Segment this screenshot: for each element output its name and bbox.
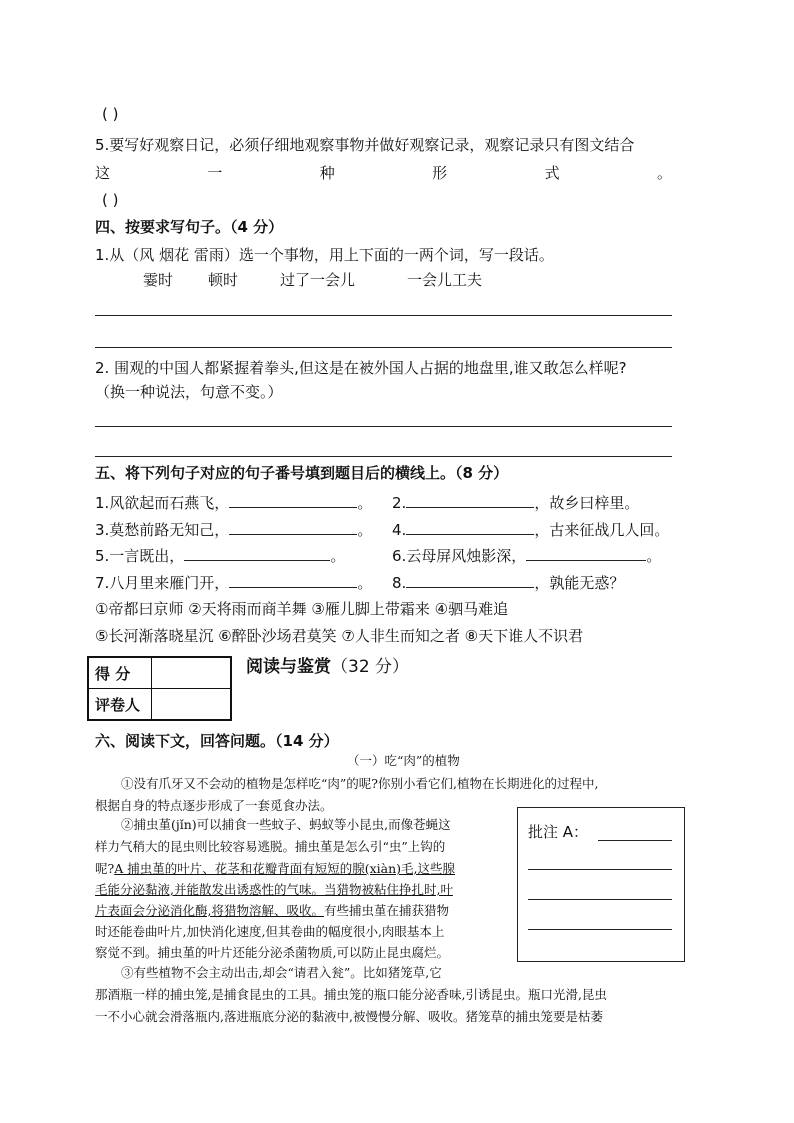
fill-blank[interactable]: [229, 573, 357, 588]
score-table: [87, 656, 232, 721]
word-option: 过了一会儿: [280, 271, 356, 289]
spread-char: 这: [95, 164, 111, 182]
spread-char: 。: [656, 164, 672, 182]
spread-char: 形: [432, 164, 448, 182]
fill-blank[interactable]: [406, 573, 534, 588]
paragraph-text: 那酒瓶一样的捕虫笼,是捕食昆虫的工具。捕虫笼的瓶口能分泌香味,引诱昆虫。瓶口光滑,昆虫: [95, 987, 607, 1002]
section-4-question-2-line-2: （换一种说法，句意不变。）: [95, 383, 283, 401]
fill-blank[interactable]: [526, 546, 646, 561]
fill-blank[interactable]: [184, 546, 330, 561]
spread-char: 种: [319, 164, 335, 182]
question-5-text: 5.要写好观察日记，必须仔细地观察事物并做好观察记录，观察记录只有图文结合: [95, 136, 635, 154]
underlined-sentence-a: 片表面会分泌消化酶,将猎物溶解、吸收。: [95, 903, 324, 918]
answer-paren: ( ): [102, 191, 119, 209]
fill-item-left: 3.莫愁前路无知己， 。: [95, 521, 373, 539]
underlined-sentence-a: 毛能分泌黏液,并能散发出诱惑性的气味。当猎物被粘住挣扎时,叶: [95, 882, 453, 897]
fill-item-right: 6.云母屏风烛影深， 。: [392, 547, 662, 565]
annotation-line[interactable]: [528, 869, 672, 870]
fill-blank[interactable]: [406, 493, 534, 508]
spread-char: 式: [544, 164, 560, 182]
annotation-label: 批注 A：: [528, 823, 589, 841]
answer-line[interactable]: [95, 426, 672, 427]
section-4-question-1: 1.从（风 烟花 雷雨）选一个事物，用上下面的一两个词，写一段话。: [95, 246, 554, 264]
fill-blank[interactable]: [229, 520, 357, 535]
word-option: 顿时: [208, 271, 239, 289]
fill-item-right: 4. ，古来征战几人回。: [392, 521, 670, 539]
annotation-line[interactable]: [528, 899, 672, 900]
spread-char: 一: [207, 164, 223, 182]
word-option: 一会儿工夫: [407, 271, 483, 289]
annotation-line[interactable]: [598, 840, 672, 841]
paragraph-text: 片表面会分泌消化酶,将猎物溶解、吸收。有些捕虫堇在捕获猎物: [95, 903, 449, 918]
paragraph-text: ②捕虫堇(jǐn)可以捕食一些蚊子、蚂蚁等小昆虫,而像苍蝇这: [121, 817, 451, 832]
grader-cell[interactable]: [152, 689, 232, 721]
underlined-sentence-a: A 捕虫堇的叶片、花茎和花瓣背面有短短的腺(xiàn)毛,这些腺: [114, 861, 455, 876]
reading-heading: 阅读与鉴赏（32 分）: [246, 657, 410, 677]
fill-item-left: 7.八月里来雁门开， 。: [95, 574, 373, 592]
fill-blank[interactable]: [406, 520, 534, 535]
fill-item-right: 8. ，孰能无惑？: [392, 574, 625, 592]
question-5-spread-line: [95, 163, 672, 183]
fill-item-left: 5.一言既出， 。: [95, 547, 346, 565]
fill-blank[interactable]: [229, 493, 357, 508]
section-4-question-2-line-1: 2. 围观的中国人都紧握着拳头,但这是在被外国人占据的地盘里,谁又敢怎么样呢?: [95, 359, 627, 377]
paragraph-text: 呢?A 捕虫堇的叶片、花茎和花瓣背面有短短的腺(xiàn)毛,这些腺: [95, 861, 455, 876]
paragraph-text: 根据自身的特点逐步形成了一套觅食办法。: [95, 798, 333, 813]
paragraph-text: 时还能卷曲叶片,加快消化速度,但其卷曲的幅度很小,肉眼基本上: [95, 924, 445, 939]
fill-item-right: 2. ，故乡曰梓里。: [392, 494, 640, 512]
paragraph-text: 一不小心就会滑落瓶内,落进瓶底分泌的黏液中,被慢慢分解、吸收。猪笼草的捕虫笼要是枯萎: [95, 1009, 603, 1024]
annotation-box: [517, 807, 685, 962]
score-cell[interactable]: [152, 657, 232, 689]
word-option: 霎时: [143, 271, 174, 289]
score-label: 得 分: [88, 657, 152, 689]
paragraph-text: 样力气稍大的昆虫则比较容易逃脱。捕虫堇是怎么引“虫”上钩的: [95, 839, 446, 854]
section-6-title: 六、阅读下文，回答问题。（14 分）: [95, 732, 339, 750]
paragraph-text: 察觉不到。捕虫堇的叶片还能分泌杀菌物质,可以防止昆虫腐烂。: [95, 945, 449, 960]
section-4-title: 四、按要求写句子。（4 分）: [95, 218, 284, 236]
answer-line[interactable]: [95, 456, 672, 457]
answer-line[interactable]: [95, 315, 672, 316]
article-title: （一）吃“肉”的植物: [347, 753, 460, 768]
section-5-title: 五、将下列句子对应的句子番号填到题目后的横线上。（8 分）: [95, 464, 509, 482]
annotation-line[interactable]: [528, 929, 672, 930]
options-row-2: ⑤长河渐落晓星沉 ⑥醉卧沙场君莫笑 ⑦人非生而知之者 ⑧天下谁人不识君: [95, 627, 584, 645]
options-row-1: ①帝都曰京师 ②天将雨而商羊舞 ③雁儿脚上带霜来 ④驷马难追: [95, 600, 509, 618]
paragraph-text: ③有些植物不会主动出击,却会“请君入瓮”。比如猪笼草,它: [121, 965, 442, 980]
fill-item-left: 1.风欲起而石燕飞， 。: [95, 494, 373, 512]
answer-paren: ( ): [102, 105, 119, 123]
paragraph-text: ①没有爪牙又不会动的植物是怎样吃“肉”的呢?你别小看它们,植物在长期进化的过程中,: [121, 776, 599, 791]
grader-label: 评卷人: [88, 689, 152, 721]
answer-line[interactable]: [95, 347, 672, 348]
